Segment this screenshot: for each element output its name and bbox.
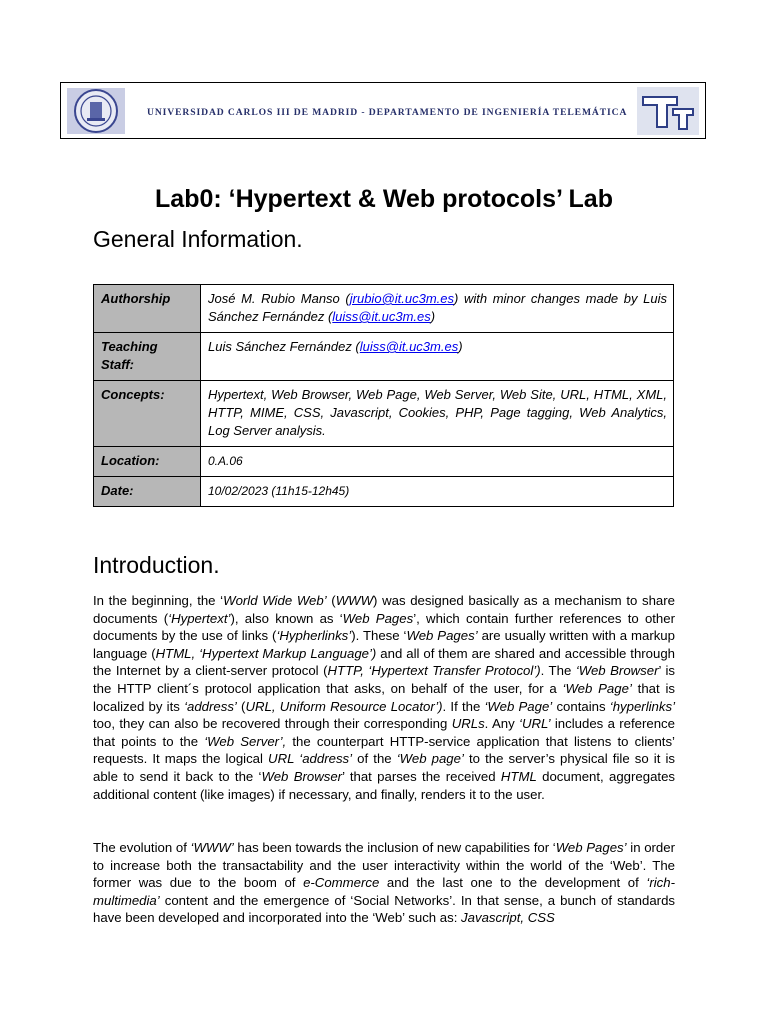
table-row: [94, 477, 674, 507]
section-heading-introduction: Introduction.: [93, 552, 220, 578]
table-row: [94, 447, 674, 477]
teaching-label: Teaching Staff:: [94, 333, 201, 381]
letterhead-text: UNIVERSIDAD CARLOS III DE MADRID - DEPARTAMENTO DE INGENIERÍA TELEMÁTICA: [147, 107, 628, 118]
location-label: Location:: [94, 447, 201, 477]
table-row: [94, 333, 674, 381]
email-link[interactable]: luiss@it.uc3m.es: [332, 309, 431, 324]
department-logo-icon: [637, 87, 699, 135]
concepts-value: Hypertext, Web Browser, Web Page, Web Server, Web Site, URL, HTML, XML, HTTP, MIME, CSS, Javascript, Cookies, PHP, Page tagging, Web Analytics, Log Server analysis.: [201, 381, 674, 447]
date-value: 10/02/2023 (11h15-12h45): [201, 477, 674, 507]
intro-paragraph-2: The evolution of ‘WWW’ has been towards the inclusion of new capabilities for ‘Web Pages’ in order to increase both the transactability and the user interactivity within the world of the ‘Web’. The former was due to the boom of e-Commerce and the last one to the development of ‘rich-multimedia’ content and the emergence of ‘Social Networks’. In that sense, a bunch of standards have been developed and incorporated into the ‘Web’ such as: Javascript, CSS: [93, 840, 675, 926]
email-link[interactable]: luiss@it.uc3m.es: [359, 339, 459, 354]
concepts-label: Concepts:: [94, 381, 201, 447]
intro-paragraph-1: In the beginning, the ‘World Wide Web’ (WWW) was designed basically as a mechanism to share documents (‘Hypertext’), also known as ‘Web Pages’, which contain further references to other documents by the use of links (‘Hypherlinks’). These ‘Web Pages’ are usually written with a markup language (HTML, ‘Hypertext Markup Language’) and all of them are shared and accessible through the Internet by a client-server protocol (HTTP, ‘Hypertext Transfer Protocol’). The ‘Web Browser’ is the HTTP client´s protocol application that asks, on behalf of the user, for a ‘Web Page’ that is localized by its ‘address’ (URL, Uniform Resource Locator’). If the ‘Web Page’ contains ‘hyperlinks’ too, they can also be recovered through their corresponding URLs. Any ‘URL’ includes a reference that points to the ‘Web Server’, the counterpart HTTP-service application that listens to clients’ requests. It maps the logical URL ‘address’ of the ‘Web page’ to the server’s physical file so it is able to send it back to the ‘Web Browser’ that parses the received HTML document, aggregates additional content (like images) if necessary, and finally, renders it to the user.: [93, 593, 676, 802]
table-row: [94, 381, 674, 447]
authorship-value: José M. Rubio Manso (jrubio@it.uc3m.es) with minor changes made by Luis Sánchez Fernández (luiss@it.uc3m.es): [201, 285, 674, 333]
teaching-value: Luis Sánchez Fernández (luiss@it.uc3m.es): [201, 333, 674, 381]
table-row: [94, 285, 674, 333]
location-value: 0.A.06: [201, 447, 674, 477]
page-title: Lab0: ‘Hypertext & Web protocols’ Lab: [155, 184, 613, 213]
letterhead: [60, 82, 706, 139]
authorship-label: Authorship: [94, 285, 201, 333]
email-link[interactable]: jrubio@it.uc3m.es: [349, 291, 454, 306]
section-heading-general: General Information.: [93, 226, 303, 252]
info-table: [93, 284, 674, 507]
date-label: Date:: [94, 477, 201, 507]
university-seal-icon: [67, 88, 125, 134]
